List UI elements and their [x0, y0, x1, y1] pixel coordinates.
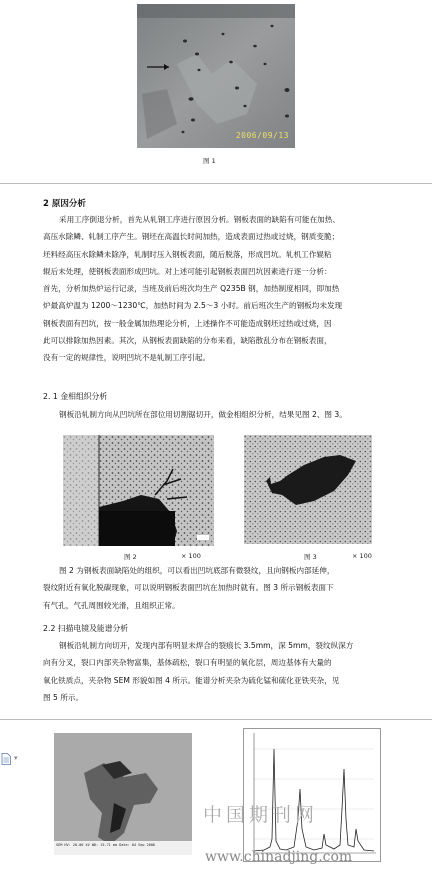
page-separator: [0, 183, 432, 184]
text-line: 图 2 为钢板表面缺陷处的组织，可以看出凹坑底部有微裂纹，且向钢板内部延伸，: [59, 566, 335, 575]
text-line: 没有一定的规律性，说明凹坑不是轧制工序引起。: [43, 353, 211, 363]
watermark-url: www.chinadjing.com: [205, 849, 353, 865]
figure-4-sem-image: [54, 733, 192, 855]
section-2-1-discussion: [43, 562, 413, 614]
watermark-chinese: 中国期刊网: [203, 804, 319, 826]
figure-2-magnification: × 100: [181, 552, 201, 560]
figure-5-eds-spectrum: [243, 728, 381, 862]
text-line: 钢板沿轧制方向从凹坑所在部位用切割锯切开，做金相组织分析，结果见图 2、图 3。: [59, 410, 347, 419]
text-line: 氧化铁质点，夹杂物 SEM 形貌如图 4 所示。能谱分析夹杂为硫化锰和硫化亚铁夹杂，见: [43, 675, 340, 685]
section-2-1-heading: 2. 1 金相组织分析: [43, 392, 108, 401]
section-2-1-intro: [43, 406, 413, 423]
text-line: 首先，分析加热炉运行记录，当班及前后班次均生产 Q235B 钢，加热制度相同，即加热: [43, 284, 340, 294]
text-line: 有气孔，气孔周围较光滑，且组织正常。: [43, 600, 180, 610]
figure-1-image: [137, 4, 295, 148]
section-2-paragraph: [43, 211, 413, 367]
document-icon[interactable]: [1, 753, 11, 765]
text-line: 辊后未处理，使钢板表面形成凹坑。对上述可能引起钢板表面凹坑因素进行逐一分析：: [43, 266, 332, 276]
text-line: 此可以排除加热因素。其次，从钢板表面缺陷的分布来看，缺陷散乱分布在钢板表面，: [43, 336, 332, 346]
text-line: 钢板表面有凹坑，按一般金属加热理论分析，上述操作不可能造成钢坯过热或过烧，因: [43, 318, 332, 328]
text-line: 采用工序倒退分析，首先从轧钢工序进行原因分析。钢板表面的缺陷有可能在加热、: [59, 215, 340, 224]
section-2-2-paragraph: [43, 637, 413, 706]
figure-1-caption: 图 1: [203, 157, 216, 165]
text-line: 裂纹附近有氧化脱碳现象，可以说明钢板表面凹坑在加热时就有。图 3 所示钢板表面下: [43, 583, 334, 593]
figure-2-micrograph: [63, 435, 214, 546]
text-line: 钢板沿轧制方向切开，发现内部有明显未焊合的裂痕长 3.5mm，深 5mm，裂纹纵深方: [59, 641, 354, 650]
section-2-heading: 2 原因分析: [43, 199, 86, 209]
chevron-down-icon[interactable]: ▾: [14, 754, 18, 762]
text-line: 高压水除鳞、轧制工序产生。钢坯在高温长时间加热，造成表面过热或过烧，钢质变脆；: [43, 232, 340, 242]
page-separator: [0, 719, 432, 720]
text-line: 坯料经高压水除鳞未除净，轧制时压入钢板表面，随后脱落，形成凹坑。轧机工作辊粘: [43, 249, 332, 259]
figure-3-micrograph: [244, 435, 372, 544]
text-line: 图 5 所示。: [43, 692, 84, 702]
sem-info-bar: SEM HV: 20.00 kV WD: 15.71 mm Date: 04 Sep 2006: [56, 843, 156, 847]
figure-3-magnification: × 100: [352, 552, 372, 560]
photo-date-stamp: 2006/09/13: [235, 131, 289, 140]
figure-3-caption: 图 3: [304, 553, 317, 561]
text-line: 向有分叉，裂口内部夹杂物富集，基体疏松，裂口有明显的氧化层，周边基体有大量的: [43, 658, 332, 668]
section-2-2-heading: 2.2 扫描电镜及能谱分析: [43, 624, 129, 633]
figure-2-caption: 图 2: [124, 553, 137, 561]
text-line: 炉最高炉温为 1200～1230℃，加热时间为 2.5～3 小时。前后班次生产的钢板均未发现: [43, 301, 343, 311]
